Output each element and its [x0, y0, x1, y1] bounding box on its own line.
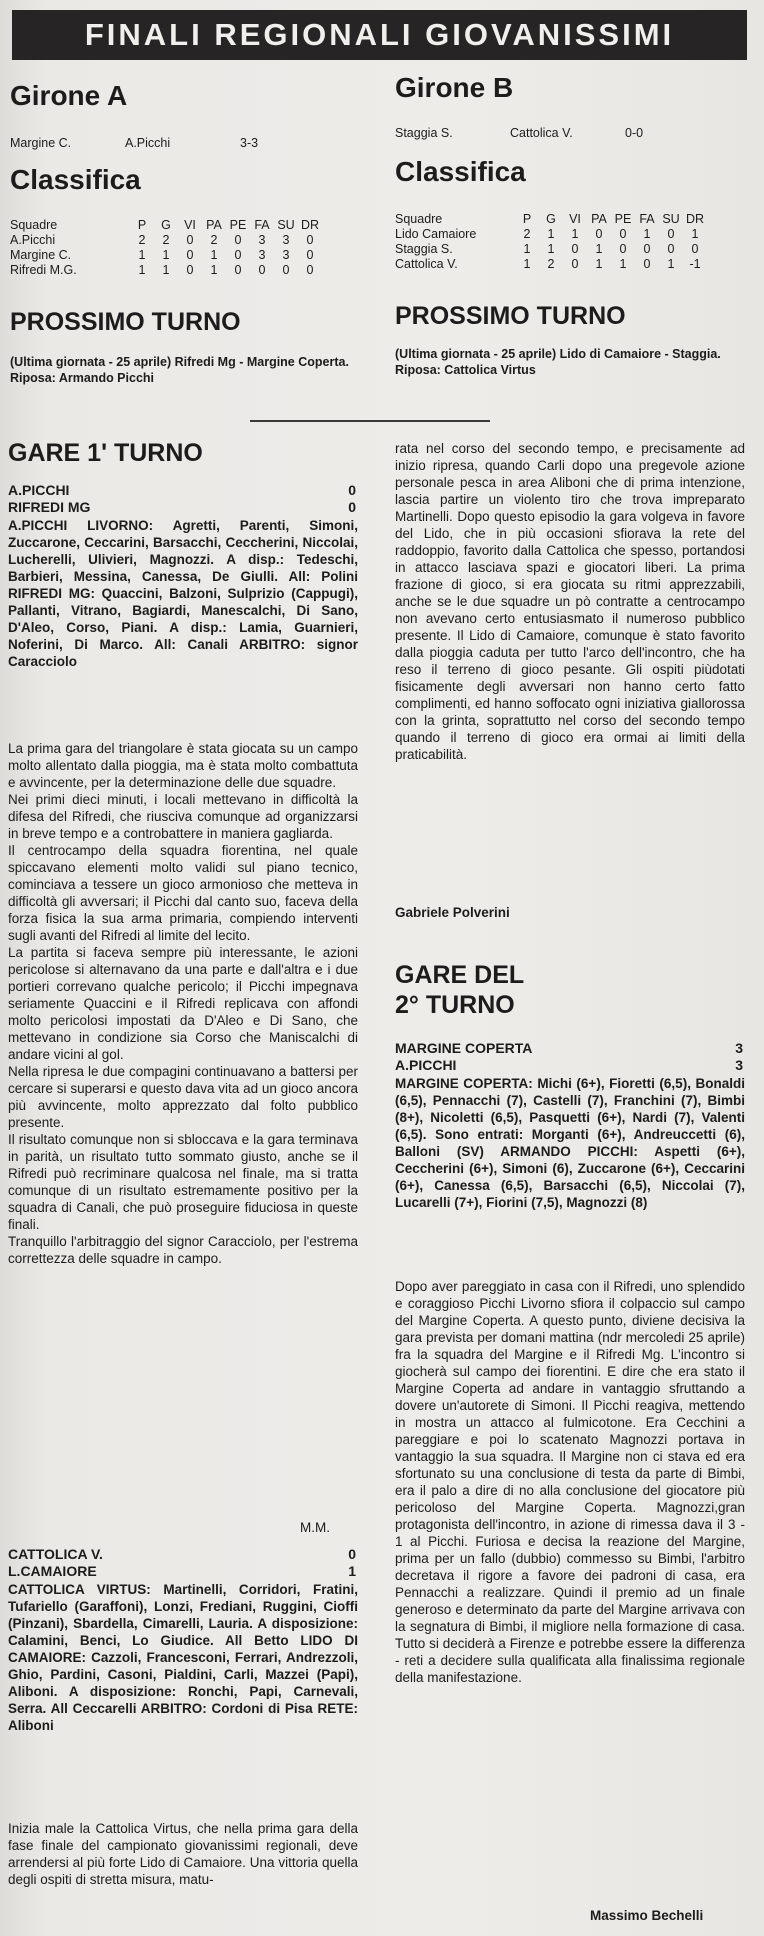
table-cell: Lido Camaiore: [395, 227, 477, 241]
table-header: FA: [639, 212, 655, 226]
table-header: PA: [591, 212, 607, 226]
table-cell: 0: [667, 242, 675, 256]
table-header-row: [10, 218, 322, 233]
match-team: L.CAMAIORE: [8, 1563, 97, 1579]
girone-b-prossimo-text: (Ultima giornata - 25 aprile) Lido di Camaiore - Staggia. Riposa: Cattolica Virtus: [395, 347, 721, 377]
gare1-title: GARE 1' TURNO: [8, 439, 203, 467]
table-cell: 0: [306, 263, 314, 277]
table-cell: 1: [547, 242, 555, 256]
table-cell: 0: [234, 263, 242, 277]
table-row: [10, 233, 322, 248]
table-cell: 1: [619, 257, 627, 271]
table-cell: Cattolica V.: [395, 257, 458, 271]
girone-a-result: [10, 136, 310, 152]
table-header: PA: [206, 218, 222, 232]
table-header: DR: [685, 212, 705, 226]
table-header: P: [137, 218, 147, 232]
table-cell: 1: [523, 257, 531, 271]
match-home-row: [8, 482, 356, 499]
girone-a-title: Girone A: [10, 80, 128, 111]
table-cell: 1: [643, 227, 651, 241]
match2-lineup: CATTOLICA VIRTUS: Martinelli, Corridori, Fratini, Tufariello (Garaffoni), Lonzi, Frediani, Ruggini, Cioffi (Pinzani), Sbardella, Cimarelli, Lauria. A disposizione: Calamini, Benci, Lo Giudice. All Betto LIDO DI CAMAIORE: Cazzoli, Francesconi, Ferrari, Andrezzoli, Ghio, Pardini, Casoni, Pialdini, Carli, Mazzei (Papi), Aliboni. A disposizione: Ronchi, Papi, Carnevali, Serra. All Ceccarelli ARBITRO: Cordoni di Pisa RETE: Aliboni: [8, 1582, 358, 1733]
table-header: SU: [277, 218, 295, 232]
paragraph: Tranquillo l'arbitraggio del signor Caracciolo, per l'estrema correttezza delle squadre in campo.: [8, 1234, 358, 1266]
table-header: Squadre: [10, 218, 58, 232]
match-score: 3: [735, 1040, 743, 1056]
result-score: 0-0: [625, 126, 644, 140]
girone-b-prossimo-title: PROSSIMO TURNO: [395, 302, 626, 330]
table-cell: 2: [162, 233, 170, 247]
table-cell: 1: [595, 257, 603, 271]
table-cell: Rifredi M.G.: [10, 263, 77, 277]
table-row: [395, 242, 707, 257]
table-row: [10, 263, 322, 278]
table-header: VI: [184, 218, 196, 232]
girone-a-prossimo-title: PROSSIMO TURNO: [10, 308, 241, 336]
gare2-title-line1: GARE DEL: [395, 961, 525, 989]
match-away-row: [8, 499, 356, 516]
table-cell: 1: [138, 248, 146, 262]
table-cell: 1: [691, 227, 699, 241]
table-cell: 2: [547, 257, 555, 271]
paragraph: Nei primi dieci minuti, i locali mettevano in difficoltà la difesa del Rifredi, che riusciva comunque ad organizzarsi in breve tempo e a controbattere in maniera gagliarda.: [8, 792, 358, 841]
paragraph: Il risultato comunque non si sbloccava e la gara terminava in parità, un risultato tutto sommato giusto, anche se il Rifredi può recriminare qualcosa nel finale, ma si tratta comunque di un risultato estremamente positivo per la squadra di Canali, che può proseguire fiduciosa in queste finali.: [8, 1132, 358, 1232]
girone-a-prossimo-text: (Ultima giornata - 25 aprile) Rifredi Mg - Margine Coperta. Riposa: Armando Picchi: [10, 355, 349, 385]
match2-report-continued: rata nel corso del secondo tempo, e precisamente ad inizio ripresa, quando Carli dopo una pregevole azione personale pesca in area Aliboni che di prima intenzione, lascia partire un violento tiro che trova impreparato Martinelli. Dopo questo episodio la gara volgeva in favore del Lido, che in più occasioni sfiorava la rete del raddoppio, favorito dalla Cattolica che spesso, portandosi in attacco lasciava spazi e giocatori liberi. La prima frazione di gioco, si era giocata su ritmi apprezzabili, anche se le due squadre un pò contratte a centrocampo non avevano certo entusiasmato il numeroso pubblico presente. Il Lido di Camaiore, comunque è stato favorito dalla pioggia caduta per tutto l'arco dell'incontro, che ha reso il terreno di gioco pesante. Gli ospiti piùdotati fisicamente degli avversari non hanno certo fatto complimenti, ed hanno soffocato ogni iniziativa giallorossa con la grinta, soprattutto nel corso del secondo tempo quando il terreno di gioco era ormai ai limiti della praticabilità.: [395, 441, 745, 762]
result-home: Margine C.: [10, 136, 72, 150]
result-away: A.Picchi: [125, 136, 171, 150]
table-cell: 0: [619, 227, 627, 241]
table-cell: 3: [282, 248, 290, 262]
table-row: [395, 227, 707, 242]
table-cell: 0: [643, 242, 651, 256]
match-score: 0: [348, 1546, 356, 1562]
table-cell: A.Picchi: [10, 233, 56, 247]
table-cell: 0: [571, 257, 579, 271]
girone-b-standings-table: [395, 212, 707, 272]
page-banner: FINALI REGIONALI GIOVANISSIMI: [12, 10, 747, 60]
table-header: SU: [662, 212, 680, 226]
table-header: DR: [300, 218, 320, 232]
table-cell: 0: [643, 257, 651, 271]
match-team: A.PICCHI: [8, 482, 70, 498]
table-row: [10, 248, 322, 263]
table-cell: 3: [258, 248, 266, 262]
table-header: PE: [614, 212, 632, 226]
match-score: 1: [348, 1563, 356, 1579]
match1-signature: M.M.: [300, 1520, 330, 1535]
table-header: VI: [569, 212, 581, 226]
section-divider: [250, 420, 490, 422]
table-cell: 1: [595, 242, 603, 256]
table-cell: Margine C.: [10, 248, 72, 262]
table-row: [395, 257, 707, 272]
paragraph: Nella ripresa le due compagini continuavano a battersi per cercare si superarsi e questo dava vita ad un gioco ancora più avvincente, molto apprezzato dal folto pubblico presente.: [8, 1064, 358, 1130]
table-cell: 1: [138, 263, 146, 277]
table-cell: 0: [595, 227, 603, 241]
table-cell: 0: [186, 233, 194, 247]
match1-lineup: A.PICCHI LIVORNO: Agretti, Parenti, Simoni, Zuccarone, Ceccarini, Barsacchi, Ceccherini, Niccolai, Lucherelli, Ulivieri, Magnozzi. A disp.: Tedeschi, Barbieri, Messina, Canessa, De Giulli. All: Polini RIFREDI MG: Quaccini, Balzoni, Sulprizio (Cappugi), Pallanti, Vitrano, Bagiardi, Manescalchi, Di Sano, D'Aleo, Corso, Piani. A disp.: Lamia, Guarnieri, Noferini, Di Marco. All: Canali ARBITRO: signor Caracciolo: [8, 518, 358, 669]
table-cell: 0: [186, 248, 194, 262]
table-cell: 1: [523, 242, 531, 256]
table-cell: 2: [523, 227, 531, 241]
match2-signature: Gabriele Polverini: [395, 905, 510, 920]
table-cell: 0: [619, 242, 627, 256]
result-away: Cattolica V.: [510, 126, 573, 140]
table-cell: 0: [571, 242, 579, 256]
match-team: A.PICCHI: [395, 1057, 457, 1073]
match-score: 3: [735, 1057, 743, 1073]
match-team: CATTOLICA V.: [8, 1546, 103, 1562]
gare2-title-line2: 2° TURNO: [395, 991, 515, 1019]
table-cell: 1: [571, 227, 579, 241]
table-cell: 3: [258, 233, 266, 247]
table-header: FA: [254, 218, 270, 232]
girone-b-title: Girone B: [395, 72, 514, 103]
table-cell: 0: [258, 263, 266, 277]
table-cell: 0: [234, 233, 242, 247]
table-cell: 0: [306, 233, 314, 247]
table-cell: 0: [306, 248, 314, 262]
table-cell: 3: [282, 233, 290, 247]
match-score: 0: [348, 499, 356, 515]
table-header: PE: [229, 218, 247, 232]
table-cell: 0: [282, 263, 290, 277]
table-cell: 0: [691, 242, 699, 256]
match-team: RIFREDI MG: [8, 499, 91, 515]
table-cell: 1: [547, 227, 555, 241]
table-header: G: [546, 212, 556, 226]
table-cell: 1: [210, 263, 218, 277]
result-home: Staggia S.: [395, 126, 453, 140]
table-cell: 0: [667, 227, 675, 241]
result-score: 3-3: [240, 136, 259, 150]
table-header: Squadre: [395, 212, 443, 226]
girone-a-standings-table: [10, 218, 322, 278]
match-score: 0: [348, 482, 356, 498]
table-header-row: [395, 212, 707, 227]
table-header: P: [522, 212, 532, 226]
table-cell: 2: [138, 233, 146, 247]
match1-report: [8, 740, 358, 1267]
table-cell: 1: [162, 248, 170, 262]
table-cell: 1: [162, 263, 170, 277]
match3-report: Dopo aver pareggiato in casa con il Rifredi, uno splendido e coraggioso Picchi Livorno sfiora il colpaccio sul campo del Margine Coperta. A questo punto, diviene decisiva la gara prevista per domani mattina (ndr mercoledi 25 aprile) fra la squadra del Margine e il Rifredi Mg. L'incontro si giocherà sul campo dei fiorentini. E dire che era stato il Margine Coperta ad andare in vantaggio sfruttando a dovere un'autorete di Simoni. Il Picchi reagiva, mettendo in mostra un attacco al fulmicotone. Era Cecchini a pareggiare e poi lo scatenato Magnozzi portava in vantaggio la sua squadra. Il Margine non ci stava ed era sfortunato su una conclusione di testa da parte di Bimbi, era il palo a dire di no alla conclusione del giocatore più pericoloso del Margine Coperta. Magnozzi,gran protagonista dell'incontro, in azione di rimessa dava il 3 - 1 al Picchi. Furiosa e decisa la reazione del Margine, prima per un fallo (dubbio) commesso su Bimbi, l'arbitro decretava il rigore a favore dei padroni di casa, era Pennacchi a realizzare. Quindi il premio ad un finale generoso e determinato da parte del Margine arrivava con la segnatura di Bimbi, il migliore nella formazione di casa. Tutto si deciderà a Firenze e potrebbe essere la differenza - reti a decidere sulla qualificata alla finalissima regionale della manifestazione.: [395, 1279, 745, 1685]
table-cell: 1: [667, 257, 675, 271]
table-cell: 2: [210, 233, 218, 247]
table-cell: Staggia S.: [395, 242, 453, 256]
girone-a-classifica-title: Classifica: [10, 164, 141, 195]
paragraph: La partita si faceva sempre più interessante, le azioni pericolose si alternavano da una parte e dall'altra e i due portieri correvano qualche pericolo; il Picchi impegnava seriamente Quaccini e il Rifredi replicava con affondi molto pericolosi impostati da D'Aleo e Di Sano, che mettevano in condizione sia Corso che Maniscalchi di andare vicini al gol.: [8, 945, 358, 1062]
table-cell: 0: [234, 248, 242, 262]
girone-b-result: [395, 126, 695, 142]
table-cell: -1: [689, 257, 701, 271]
match3-lineup: MARGINE COPERTA: Michi (6+), Fioretti (6,5), Bonaldi (6,5), Pennacchi (7), Castelli (7), Franchini (7), Bimbi (8+), Nicoletti (6,5), Pasquetti (6+), Nardi (7), Valenti (6,5). Sono entrati: Morganti (6+), Andreuccetti (6), Balloni (SV) ARMANDO PICCHI: Aspetti (6+), Ceccherini (6+), Simoni (6), Zuccarone (6+), Ceccarini (6+), Canessa (6,5), Barsacchi (6,5), Niccolai (7), Lucarelli (7+), Fiorini (7,5), Magnozzi (8): [395, 1076, 745, 1210]
table-cell: 1: [210, 248, 218, 262]
match-away-row: [8, 1563, 356, 1580]
paragraph: Il centrocampo della squadra fiorentina, nel quale spiccavano elementi molto validi sul piano tecnico, cominciava a tessere un gioco armonioso che metteva in difficoltà gli avversari; il Picchi dal canto suo, faceva della forza fisica la sua arma primaria, compiendo interventi sugli avanti del Rifredi al limite del lecito.: [8, 843, 358, 943]
table-cell: 0: [186, 263, 194, 277]
match3-signature: Massimo Bechelli: [590, 1908, 704, 1923]
paragraph: La prima gara del triangolare è stata giocata su un campo molto allentato dalla pioggia, ma è stata molto combattuta e avvincente, per la determinazione delle due squadre.: [8, 741, 358, 790]
girone-b-classifica-title: Classifica: [395, 156, 526, 187]
table-header: G: [161, 218, 171, 232]
match-away-row: [395, 1057, 743, 1074]
match-home-row: [8, 1546, 356, 1563]
match-team: MARGINE COPERTA: [395, 1040, 533, 1056]
match-home-row: [395, 1040, 743, 1057]
match2-report-start: Inizia male la Cattolica Virtus, che nella prima gara della fase finale del campionato giovanissimi regionali, deve arrendersi al più forte Lido di Camaiore. Una vittoria quella degli ospiti di stretta misura, matu-: [8, 1821, 358, 1887]
